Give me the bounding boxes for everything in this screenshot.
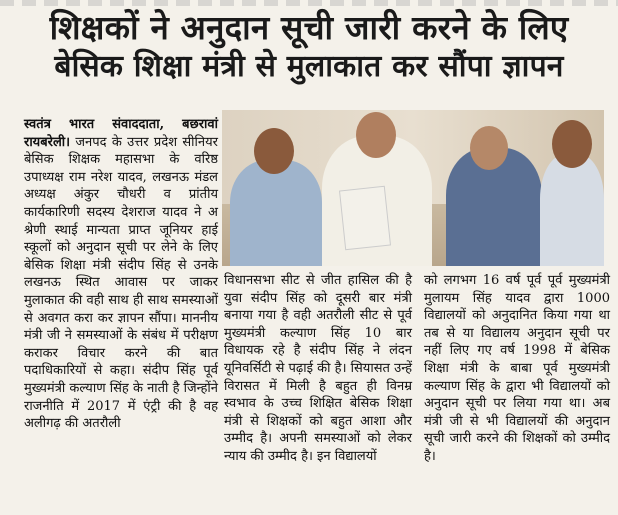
column-1-text: जनपद के उत्तर प्रदेश सीनियर बेसिक शिक्षक महासभा के वरिष्ठ उपाध्यक्ष राम नरेश यादव, लखनऊ मंडल अध्यक्ष अंकुर चौधरी व प्रांतीय कार्यकारिणी सदस्य देशराज यादव ने अ श्रेणी स्थाई मान्यता प्राप्त जूनियर हाई स्कूलों को अनुदान सूची पर लेने के लिए बेसिक शिक्षा मंत्री संदीप सिंह से उनके लखनऊ स्थित आवास पर जाकर मुलाकात की वही साथ ही साथ समस्याओं से अवगत करा कर ज्ञापन सौंपा। माननीय मंत्री जी ने समस्याओं के संबंध में परीक्षण कराकर विचार करने की बात पदाधिकारियों से कहा। संदीप सिंह पूर्व मुख्यमंत्री कल्याण सिंह के नाती है जिन्होंने राजनीति में 2017 में एंट्री की है वह अलीगढ़ की अतरौली bbox=[24, 134, 218, 432]
byline: स्वतंत्र भारत संवाददाता, बछरावां रायबरेली। bbox=[24, 117, 218, 150]
article-column-1 bbox=[24, 116, 218, 433]
news-photo bbox=[222, 110, 604, 266]
article-column-2 bbox=[224, 272, 412, 466]
column-2-text: विधानसभा सीट से जीत हासिल की है युवा संदीप सिंह को दूसरी बार मंत्री बनाया गया है वही अतरौली सीट से पूर्व मुख्यमंत्री कल्याण सिंह 10 बार विधायक रहे है संदीप सिंह ने लंदन यूनिवर्सिटी से पढ़ाई की है। सियासत उन्हें विरासत में मिली है बहुत ही विनम्र स्वभाव के उच्च शिक्षित बेसिक शिक्षा मंत्री से शिक्षकों को बहुत आशा और उम्मीद है। अपनी समस्याओं को लेकर न्याय की उम्मीद है। इन विद्यालयों bbox=[224, 273, 412, 464]
headline-line-2: बेसिक शिक्षा मंत्री से मुलाकात कर सौंपा ज्ञापन bbox=[54, 49, 564, 84]
column-3-text: को लगभग 16 वर्ष पूर्व पूर्व मुख्यमंत्री मुलायम सिंह यादव द्वारा 1000 विद्यालयों को अनुदानित किया गया था तब से या विद्यालय अनुदान सूची पर नहीं लिए गए वर्ष 1998 में बेसिक शिक्षा मंत्री के बाबा पूर्व मुख्यमंत्री कल्याण सिंह के द्वारा भी विद्यालयों को अनुदान सूची पर लिया गया था। अब मंत्री जी से भी विद्यालयों की अनुदान सूची जारी करने की शिक्षकों को उम्मीद है। bbox=[424, 273, 610, 464]
headline-line-1: शिक्षकों ने अनुदान सूची जारी करने के लिए bbox=[49, 8, 569, 47]
headline bbox=[0, 8, 618, 86]
top-rule bbox=[0, 0, 618, 6]
article-column-3 bbox=[424, 272, 610, 466]
